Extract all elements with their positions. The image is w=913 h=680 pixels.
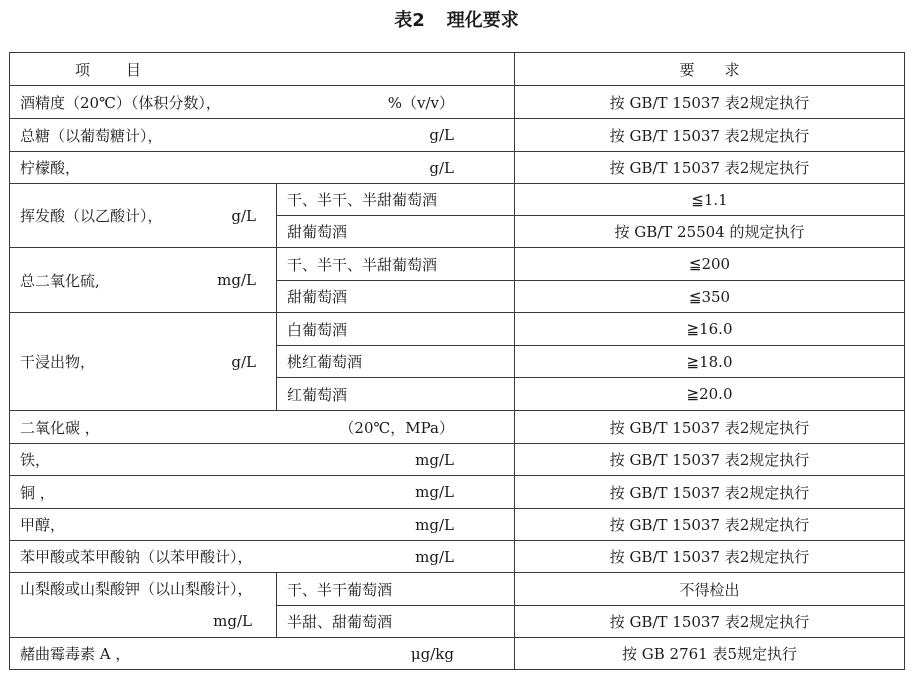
item-cell: 二氧化碳 ， （20℃，MPa） <box>10 411 515 444</box>
item-cell: 赭曲霉毒素 A ， μg/kg <box>10 638 515 670</box>
requirement-cell: ≦1.1 <box>515 184 905 216</box>
wine-type-cell: 半甜、甜葡萄酒 <box>277 606 515 638</box>
requirement-cell: 按 GB/T 15037 表2规定执行 <box>515 86 905 119</box>
requirement-cell: 按 GB 2761 表5规定执行 <box>515 638 905 670</box>
header-item: 项 目 <box>10 53 515 86</box>
requirement-cell: 按 GB/T 15037 表2规定执行 <box>515 411 905 444</box>
item-cell: 苯甲酸或苯甲酸钠（以苯甲酸计）， mg/L <box>10 541 515 573</box>
requirement-cell: ≦200 <box>515 248 905 281</box>
wine-type-cell: 白葡萄酒 <box>277 313 515 346</box>
table-row <box>10 119 905 152</box>
table-caption: 理化要求 <box>446 10 519 31</box>
item-cell: 挥发酸（以乙酸计）， g/L <box>10 184 277 248</box>
requirement-cell: 按 GB/T 15037 表2规定执行 <box>515 606 905 638</box>
wine-type-cell: 甜葡萄酒 <box>277 281 515 313</box>
table-number: 表2 <box>394 10 425 31</box>
table-title <box>0 6 913 36</box>
table-row <box>10 638 905 670</box>
item-cell: 柠檬酸， g/L <box>10 152 515 184</box>
table-row <box>10 313 905 346</box>
table-row <box>10 444 905 476</box>
item-cell: 铜 ， mg/L <box>10 476 515 509</box>
table-row <box>10 573 905 606</box>
requirement-cell: 按 GB/T 25504 的规定执行 <box>515 216 905 248</box>
wine-type-cell: 甜葡萄酒 <box>277 216 515 248</box>
table-row <box>10 184 905 216</box>
table-row <box>10 509 905 541</box>
item-cell: 总二氧化硫, mg/L <box>10 248 277 313</box>
requirement-cell: 按 GB/T 15037 表2规定执行 <box>515 119 905 152</box>
requirement-cell: ≧16.0 <box>515 313 905 346</box>
wine-type-cell: 红葡萄酒 <box>277 378 515 411</box>
item-cell: 山梨酸或山梨酸钾（以山梨酸计）， mg/L <box>10 573 277 638</box>
requirement-cell: 按 GB/T 15037 表2规定执行 <box>515 476 905 509</box>
wine-type-cell: 桃红葡萄酒 <box>277 346 515 378</box>
requirement-cell: 按 GB/T 15037 表2规定执行 <box>515 444 905 476</box>
wine-type-cell: 干、半干葡萄酒 <box>277 573 515 606</box>
table-row <box>10 152 905 184</box>
requirements-table <box>9 52 905 670</box>
requirement-cell: ≧20.0 <box>515 378 905 411</box>
requirement-cell: 按 GB/T 15037 表2规定执行 <box>515 152 905 184</box>
wine-type-cell: 干、半干、半甜葡萄酒 <box>277 184 515 216</box>
item-cell: 干浸出物， g/L <box>10 313 277 411</box>
item-cell: 甲醇， mg/L <box>10 509 515 541</box>
table-row <box>10 86 905 119</box>
header-requirement: 要 求 <box>515 53 905 86</box>
table-row <box>10 248 905 281</box>
wine-type-cell: 干、半干、半甜葡萄酒 <box>277 248 515 281</box>
requirement-cell: ≦350 <box>515 281 905 313</box>
table-row <box>10 411 905 444</box>
table-row <box>10 541 905 573</box>
requirement-cell: 按 GB/T 15037 表2规定执行 <box>515 509 905 541</box>
item-cell: 铁， mg/L <box>10 444 515 476</box>
requirement-cell: ≧18.0 <box>515 346 905 378</box>
requirement-cell: 按 GB/T 15037 表2规定执行 <box>515 541 905 573</box>
requirement-cell: 不得检出 <box>515 573 905 606</box>
item-cell: 酒精度（20℃）（体积分数）， %（v/v） <box>10 86 515 119</box>
table-row <box>10 476 905 509</box>
header-row <box>10 53 905 86</box>
item-cell: 总糖（以葡萄糖计）， g/L <box>10 119 515 152</box>
